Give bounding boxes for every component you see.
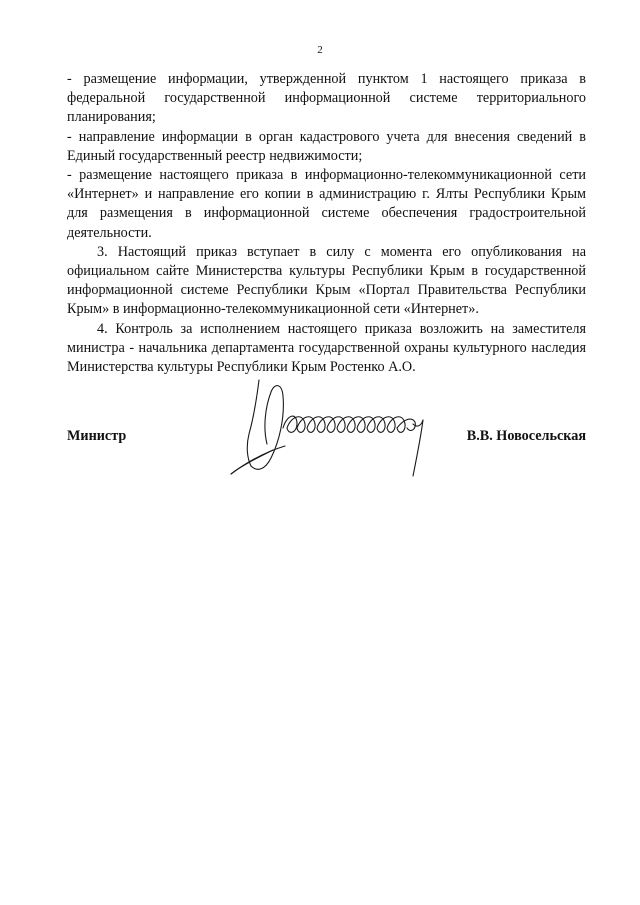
signature-block xyxy=(67,360,586,500)
paragraph-list-item-2: - направление информации в орган кадастрового учета для внесения сведений в Единый государственный реестр недвижимости; xyxy=(67,128,586,164)
page-number: 2 xyxy=(317,44,323,56)
paragraph-list-item-1: - размещение информации, утвержденной пунктом 1 настоящего приказа в федеральной государственной информационной системе территориального планирования; xyxy=(67,71,586,126)
paragraph-item-4: 4. Контроль за исполнением настоящего приказа возложить на заместителя министра - начальника департамента государственной охраны культурного наследия Министерства культуры Республики Крым Ростенко А.О. xyxy=(67,320,586,376)
signer-name: В.В. Новосельская xyxy=(466,428,586,444)
handwritten-signature xyxy=(227,366,457,486)
document-body xyxy=(67,70,586,377)
signer-position: Министр xyxy=(67,428,127,444)
paragraph-list-item-3: - размещение настоящего приказа в информационно-телекоммуникационной сети «Интернет» и направление его копии в администрацию г. Ялты Республики Крым для размещения в информационной системе обеспечения градостроительной деятельности. xyxy=(67,167,586,241)
paragraph-item-3: 3. Настоящий приказ вступает в силу с момента его опубликования на официальном сайте Министерства культуры Республики Крым в государственной информационной системе Республики Крым «Портал Правительства Республики Крым» в информационно-телекоммуникационной сети «Интернет». xyxy=(67,243,586,318)
